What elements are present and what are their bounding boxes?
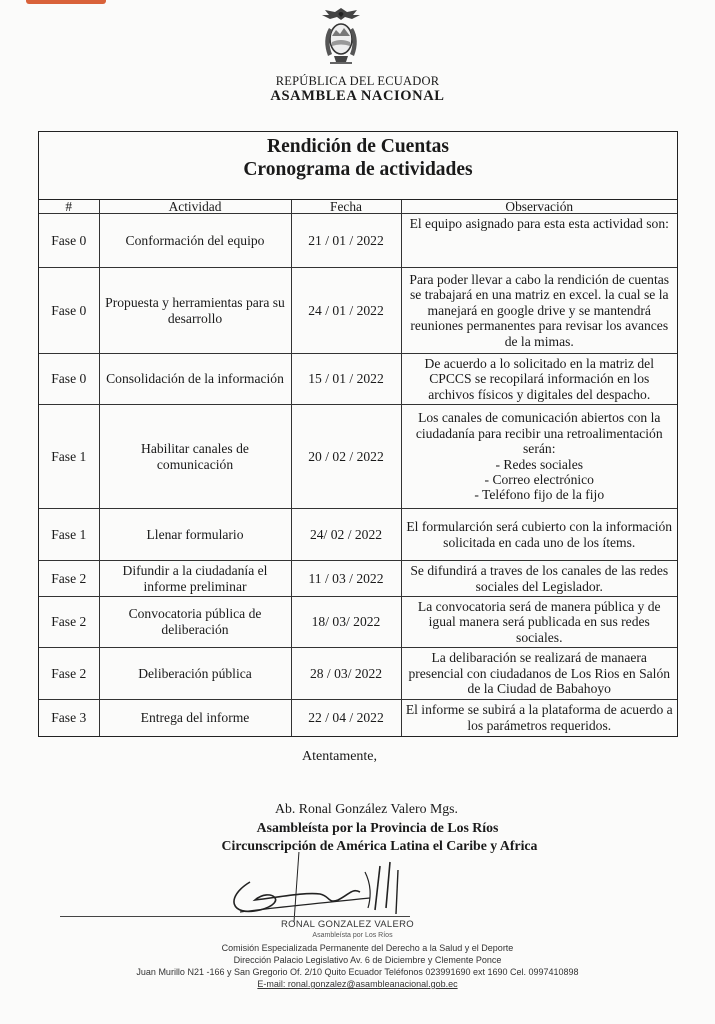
schedule-document <box>38 131 678 737</box>
signer-circunscripcion: Circunscripción de América Latina el Caribe y Africa <box>221 838 538 853</box>
date-cell: 20 / 02 / 2022 <box>291 405 401 509</box>
top-edge-mark <box>26 0 106 4</box>
republic-heading: REPÚBLICA DEL ECUADOR <box>275 74 440 88</box>
activity-cell: Habilitar canales de comunicación <box>99 405 291 509</box>
stamp-commission: Comisión Especializada Permanente del Derecho a la Salud y el Deporte <box>221 943 514 953</box>
observation-cell: El equipo asignado para esta esta actividad son: <box>401 214 677 268</box>
activity-cell: Conformación del equipo <box>99 214 291 268</box>
date-cell: 21 / 01 / 2022 <box>291 214 401 268</box>
table-row <box>39 509 677 561</box>
table-row <box>39 214 677 268</box>
date-cell: 28 / 03/ 2022 <box>291 648 401 700</box>
phase-cell: Fase 3 <box>39 700 99 736</box>
phase-cell: Fase 2 <box>39 648 99 700</box>
phase-cell: Fase 1 <box>39 509 99 561</box>
assembly-heading: ASAMBLEA NACIONAL <box>270 88 445 104</box>
phase-cell: Fase 2 <box>39 561 99 597</box>
phase-cell: Fase 2 <box>39 597 99 648</box>
title-line-1: Rendición de Cuentas <box>266 136 450 157</box>
observation-cell: La delibaración se realizará de manaera presencial con ciudadanos de Los Rios en Salón de la Ciudad de Babahoyo <box>401 648 677 700</box>
activities-table <box>39 200 677 736</box>
closing-salutation: Atentamente, <box>302 749 378 764</box>
column-header-activity: Actividad <box>99 200 291 214</box>
stamp-email-link[interactable]: E-mail: ronal.gonzalez@asambleanacional.gob.ec <box>257 979 458 989</box>
observation-cell: Los canales de comunicación abiertos con la ciudadanía para recibir una retroalimentación serán: - Redes sociales - Correo electrónico - Teléfono fijo de la fijo <box>401 405 677 509</box>
observation-cell: Para poder llevar a cabo la rendición de cuentas se trabajará en una matriz en excel. la cual se la manejará en google drive y se mantendrá reuniones permanentes para revisar los avances de la mimas. <box>401 268 677 354</box>
signer-role: Asambleísta por la Provincia de Los Ríos <box>256 820 499 835</box>
date-cell: 22 / 04 / 2022 <box>291 700 401 736</box>
stamp-role: Asambleísta por Los Ríos <box>312 932 393 939</box>
activity-cell: Convocatoria pública de deliberación <box>99 597 291 648</box>
column-header-number: # <box>39 200 99 214</box>
table-row <box>39 597 677 648</box>
phase-cell: Fase 0 <box>39 268 99 354</box>
phase-cell: Fase 1 <box>39 405 99 509</box>
observation-cell: Se difundirá a traves de los canales de las redes sociales del Legislador. <box>401 561 677 597</box>
date-cell: 11 / 03 / 2022 <box>291 561 401 597</box>
date-cell: 18/ 03/ 2022 <box>291 597 401 648</box>
stamp-phones: Juan Murillo N21 -166 y San Gregorio Of. 2/10 Quito Ecuador Teléfonos 023991690 ext 1690 Cel. 0997410898 <box>136 967 579 977</box>
observation-cell: De acuerdo a lo solicitado en la matriz del CPCCS se recopilará información en los archivos físicos y digitales del despacho. <box>401 354 677 405</box>
table-row <box>39 354 677 405</box>
activity-cell: Propuesta y herramientas para su desarrollo <box>99 268 291 354</box>
signature-rule <box>60 916 410 917</box>
phase-cell: Fase 0 <box>39 214 99 268</box>
activity-cell: Consolidación de la información <box>99 354 291 405</box>
date-cell: 24/ 02 / 2022 <box>291 509 401 561</box>
observation-cell: La convocatoria será de manera pública y de igual manera será publicada en sus redes sociales. <box>401 597 677 648</box>
column-header-date: Fecha <box>291 200 401 214</box>
ecuador-coat-of-arms-icon <box>316 6 366 68</box>
stamp-name: RONAL GONZALEZ VALERO <box>281 919 414 930</box>
table-row <box>39 561 677 597</box>
observation-cell: El formularción será cubierto con la información solicitada en cada uno de los ítems. <box>401 509 677 561</box>
activity-cell: Llenar formulario <box>99 509 291 561</box>
title-line-2: Cronograma de actividades <box>243 159 473 180</box>
table-row <box>39 405 677 509</box>
date-cell: 24 / 01 / 2022 <box>291 268 401 354</box>
table-row <box>39 268 677 354</box>
phase-cell: Fase 0 <box>39 354 99 405</box>
table-row <box>39 700 677 736</box>
table-header-row <box>39 200 677 214</box>
stamp-address: Dirección Palacio Legislativo Av. 6 de Diciembre y Clemente Ponce <box>233 955 502 965</box>
column-header-observation: Observación <box>401 200 677 214</box>
date-cell: 15 / 01 / 2022 <box>291 354 401 405</box>
activity-cell: Difundir a la ciudadanía el informe preliminar <box>99 561 291 597</box>
table-row <box>39 648 677 700</box>
signer-name: Ab. Ronal González Valero Mgs. <box>275 801 458 816</box>
activity-cell: Deliberación pública <box>99 648 291 700</box>
observation-cell: El informe se subirá a la plataforma de acuerdo a los parámetros requeridos. <box>401 700 677 736</box>
document-title <box>39 132 677 200</box>
activity-cell: Entrega del informe <box>99 700 291 736</box>
